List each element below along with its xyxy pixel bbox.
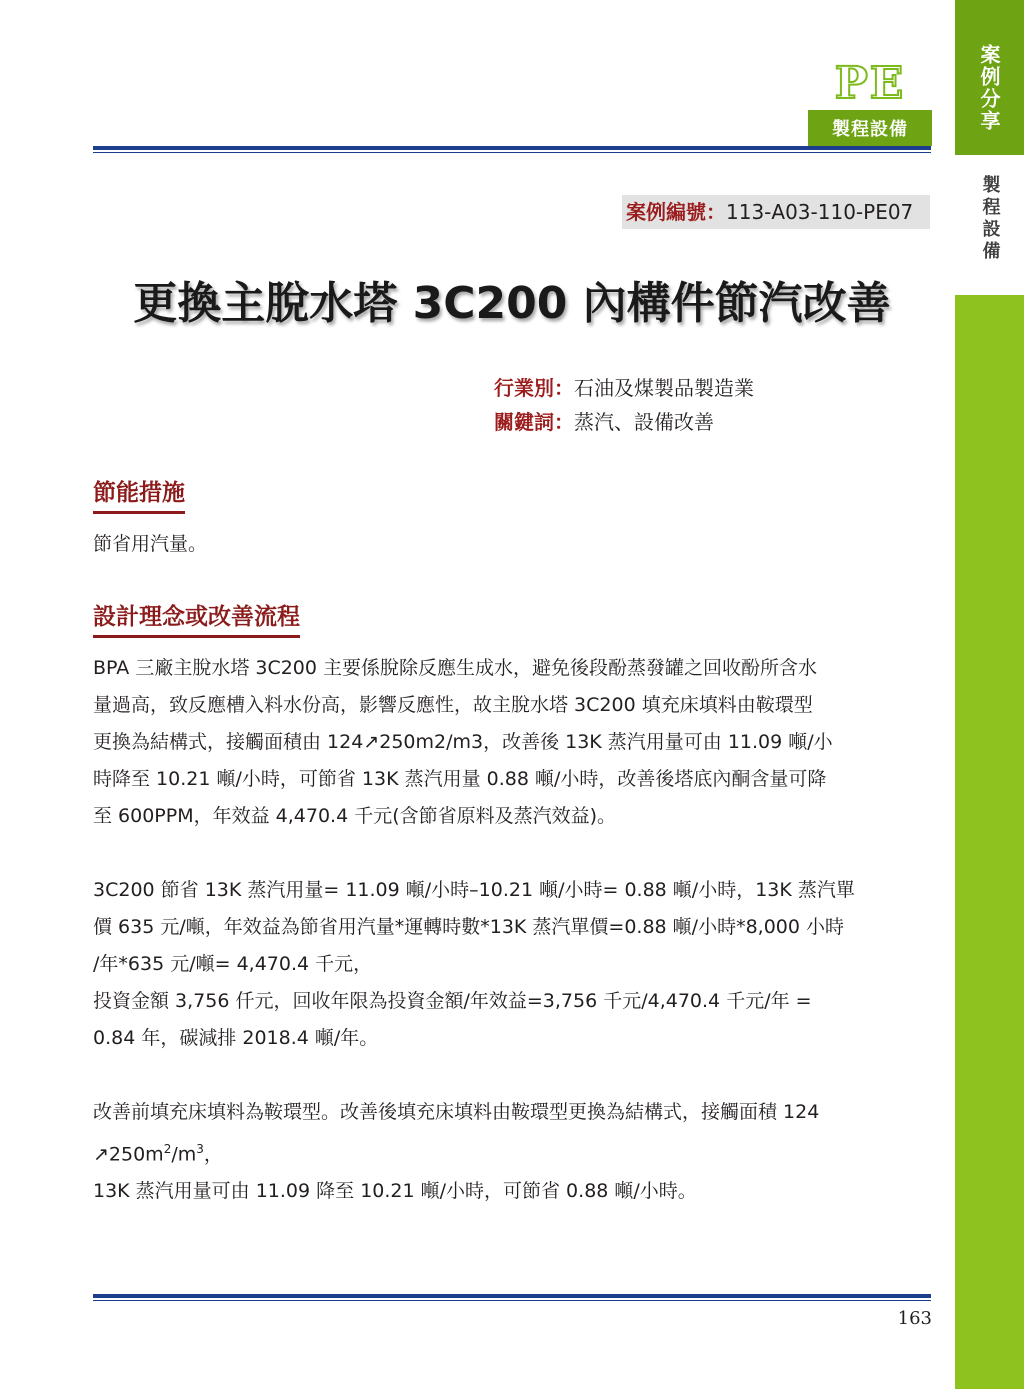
side-tab-category-label: 製程設備 [979, 175, 1001, 263]
footer-rule-thick [93, 1294, 931, 1298]
pe-logo-text: PE [834, 58, 906, 109]
industry-line [494, 372, 754, 404]
units-mid: /m [171, 1143, 197, 1166]
paragraph-line: /年*635 元/噸= 4,470.4 千元， [93, 953, 373, 975]
paragraph-line: 至 600PPM，年效益 4,470.4 千元(含節省原料及蒸汽效益)。 [93, 805, 617, 827]
side-tab-category [955, 155, 1024, 295]
paragraph-line: 量過高，致反應槽入料水份高，影響反應性，故主脫水塔 3C200 填充床填料由鞍環型 [93, 694, 813, 716]
case-number-value: 113-A03-110-PE07 [726, 200, 914, 224]
header-rule-thick [93, 146, 931, 150]
paragraph-3 [93, 1094, 931, 1210]
pe-logo-tag: 製程設備 [808, 110, 932, 146]
units-post: ， [203, 1143, 223, 1166]
pe-logo [808, 58, 932, 148]
keywords-label: 關鍵詞： [494, 410, 574, 434]
header-rule-thin [93, 152, 931, 153]
paragraph-line: 投資金額 3,756 仟元，回收年限為投資金額/年效益=3,756 千元/4,470.4 千元/年 = [93, 990, 812, 1012]
industry-value: 石油及煤製品製造業 [574, 376, 754, 400]
paragraph-line: BPA 三廠主脫水塔 3C200 主要係脫除反應生成水，避免後段酚蒸發罐之回收酚所含水 [93, 657, 818, 679]
paragraph-line: 更換為結構式，接觸面積由 124↗250m2/m3，改善後 13K 蒸汽用量可由 11.09 噸/小 [93, 731, 833, 753]
paragraph-line: 13K 蒸汽用量可由 11.09 降至 10.21 噸/小時，可節省 0.88 噸/小時。 [93, 1180, 697, 1203]
footer-rule-thin [93, 1300, 931, 1301]
section-heading-design: 設計理念或改善流程 [93, 598, 300, 638]
paragraph-line: 時降至 10.21 噸/小時，可節省 13K 蒸汽用量 0.88 噸/小時，改善後塔底內酮含量可降 [93, 768, 827, 790]
side-tab-bar [955, 0, 1024, 1389]
units-sup-2: 3 [196, 1142, 204, 1156]
keywords-line [494, 406, 714, 438]
page-title: 更換主脫水塔 3C200 內構件節汽改善 [133, 278, 891, 329]
side-tab-section-label: 案例分享 [977, 44, 1001, 132]
units-pre: ↗250m [93, 1143, 164, 1166]
units-sup-1: 2 [163, 1142, 172, 1156]
paragraph-line: 改善前填充床填料為鞍環型。改善後填充床填料由鞍環型更換為結構式，接觸面積 124 [93, 1101, 820, 1123]
side-tab-section [955, 0, 1024, 155]
industry-label: 行業別： [494, 376, 574, 400]
case-number-box [622, 195, 930, 229]
paragraph-line: 3C200 節省 13K 蒸汽用量= 11.09 噸/小時–10.21 噸/小時= 0.88 噸/小時，13K 蒸汽單 [93, 879, 855, 901]
measures-text-line: 節省用汽量。 [93, 533, 208, 555]
keywords-value: 蒸汽、設備改善 [574, 410, 714, 434]
section-heading-measures: 節能措施 [93, 474, 185, 514]
paragraph-2 [93, 872, 931, 1057]
paragraph-line-units [93, 1131, 931, 1173]
case-number-label: 案例編號： [626, 200, 726, 224]
paragraph-line: 0.84 年，碳減排 2018.4 噸/年。 [93, 1027, 379, 1049]
measures-text [93, 526, 931, 563]
page-number: 163 [897, 1308, 932, 1329]
paragraph-line: 價 635 元/噸，年效益為節省用汽量*運轉時數*13K 蒸汽單價=0.88 噸/小時*8,000 小時 [93, 916, 845, 938]
paragraph-1 [93, 650, 931, 835]
